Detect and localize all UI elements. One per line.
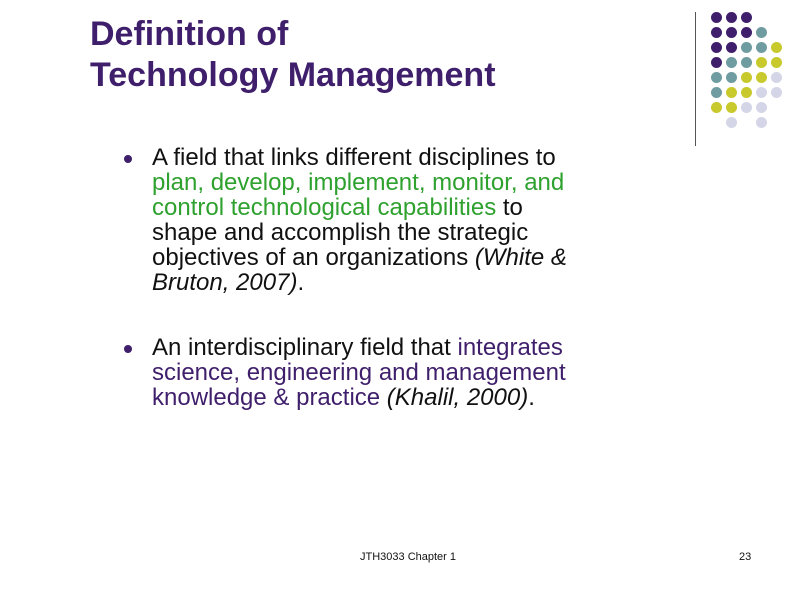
decorative-divider [695,12,696,146]
decorative-dot [771,72,782,83]
footer-page-number: 23 [739,551,752,563]
decorative-dot [711,42,722,53]
decorative-dot [726,27,737,38]
bullet-text-1 [152,145,652,295]
decorative-dot [771,87,782,98]
decorative-dot [711,72,722,83]
decorative-dot [756,117,767,128]
bullet2-citation: (Khalil, 2000) [386,384,529,411]
decorative-dot [726,12,737,23]
decorative-dot [741,102,752,113]
decorative-dot [741,87,752,98]
bullet-marker-2 [124,345,132,353]
bullet2-line-3 [152,385,652,410]
decorative-dot [741,27,752,38]
decorative-dot [726,72,737,83]
bullet2-line-1 [152,335,652,360]
decorative-dot [711,57,722,68]
bullet1-citation-start: (White & [474,244,567,271]
decorative-dot [756,42,767,53]
decorative-dot [726,102,737,113]
decorative-dot [711,12,722,23]
slide-title [90,14,496,96]
decorative-dot [711,87,722,98]
bullet1-period: . [297,269,305,296]
decorative-dot [771,57,782,68]
decorative-dot [756,72,767,83]
bullet1-line-1: A field that links different disciplines to [152,144,556,171]
bullet2-line-2: science, engineering and management [152,359,566,386]
bullet1-line-3 [152,195,652,220]
decorative-dot [711,27,722,38]
bullet1-line-2: plan, develop, implement, monitor, and [152,169,565,196]
decorative-dot [756,27,767,38]
decorative-dot [726,117,737,128]
bullet1-line-6 [152,270,652,295]
bullet-marker-1 [124,155,132,163]
title-line-2: Technology Management [90,56,496,94]
bullet2-line-1-text: An interdisciplinary field that [152,334,458,361]
bullet2-period: . [528,384,535,411]
decorative-dot [741,57,752,68]
bullet-text-2 [152,335,652,410]
decorative-dot [741,42,752,53]
bullet1-line-3-highlight: control technological capabilities [152,194,497,221]
bullet1-line-4: shape and accomplish the strategic [152,219,529,246]
decorative-dot [726,42,737,53]
decorative-dot [741,12,752,23]
decorative-dot [711,102,722,113]
bullet1-line-5 [152,245,652,270]
decorative-dot [771,42,782,53]
decorative-dot [756,57,767,68]
decorative-dot [726,87,737,98]
bullet1-line-3-rest: to [496,194,523,221]
bullet1-line-5-text: objectives of an organizations [152,244,475,271]
decorative-dot [756,87,767,98]
decorative-dot [741,72,752,83]
decorative-dot [726,57,737,68]
footer-chapter-label: JTH3033 Chapter 1 [360,551,456,563]
bullet2-line-3-highlight: knowledge & practice [152,384,387,411]
bullet1-citation-end: Bruton, 2007) [152,269,298,296]
decorative-dot [756,102,767,113]
bullet2-line-1-highlight: integrates [457,334,563,361]
title-line-1: Definition of [90,15,289,53]
